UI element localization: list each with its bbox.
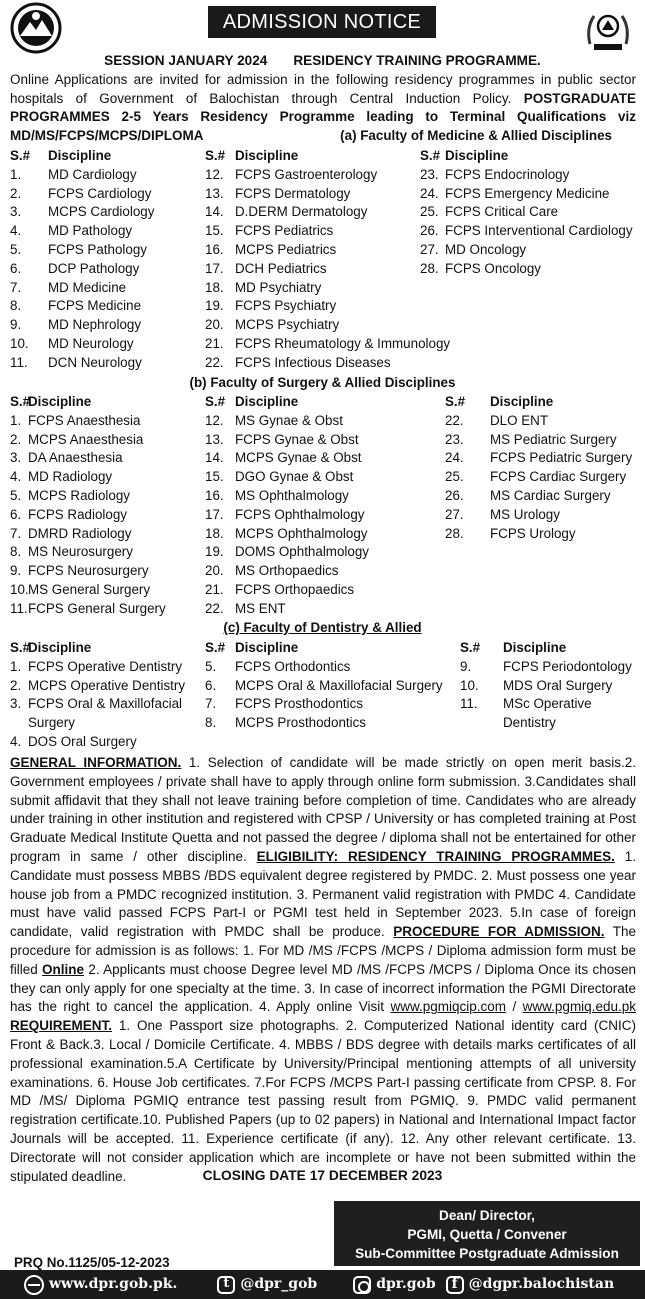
serial-number: 21. bbox=[205, 335, 224, 351]
column-header-row bbox=[460, 639, 632, 658]
intro-text: Online Applications are invited for admission in the following residency programmes in public sector hospitals of Government of Balochistan through Central Induction Policy. bbox=[10, 72, 636, 106]
serial-number: 1. bbox=[10, 658, 22, 674]
discipline-name: FCPS Psychiatry bbox=[235, 298, 337, 314]
discipline-row bbox=[460, 695, 632, 714]
closing-date: CLOSING DATE 17 DECEMBER 2023 bbox=[202, 1168, 443, 1183]
serial-number: 26. bbox=[445, 487, 464, 503]
discipline-name: FCPS Endocrinology bbox=[445, 166, 570, 182]
serial-number: 4. bbox=[10, 733, 22, 749]
discipline-row bbox=[420, 260, 633, 279]
discipline-header: Discipline bbox=[235, 640, 299, 655]
footer-instagram-text: dpr.gob bbox=[376, 1276, 436, 1293]
pgmiqcip-link[interactable]: www.pgmiqcip.com bbox=[390, 999, 507, 1015]
discipline-row bbox=[10, 279, 154, 298]
discipline-row bbox=[10, 260, 154, 279]
discipline-row bbox=[205, 449, 369, 468]
serial-number: 28. bbox=[420, 260, 439, 276]
discipline-row bbox=[10, 581, 166, 600]
discipline-name: MS Neurosurgery bbox=[28, 544, 133, 560]
column-header-row bbox=[10, 393, 166, 412]
column-header-row bbox=[205, 393, 369, 412]
session-line bbox=[0, 52, 645, 71]
discipline-row bbox=[205, 525, 369, 544]
discipline-header: Discipline bbox=[235, 394, 299, 409]
serial-number: 24. bbox=[445, 450, 464, 466]
general-text-4: 2. Applicants must choose Degree level MD /MS /FCPS /MCPS / Diploma Once its chosen they can only apply for one specialty at the time. 3. In case of incorrect information the PGMI Directorate has the right to cancel the application. 4. Apply online Visit bbox=[10, 961, 636, 1015]
discipline-header: Discipline bbox=[503, 640, 567, 655]
serial-number: 23. bbox=[445, 431, 464, 447]
discipline-row bbox=[420, 222, 633, 241]
serial-number: 12. bbox=[205, 412, 224, 428]
discipline-name: MD Psychiatry bbox=[235, 279, 322, 295]
serial-number: 20. bbox=[205, 563, 224, 579]
discipline-row bbox=[445, 412, 632, 431]
discipline-name: FCPS Interventional Cardiology bbox=[445, 223, 633, 239]
serial-number: 22. bbox=[205, 354, 224, 370]
discipline-name: MD Neurology bbox=[48, 335, 134, 351]
discipline-row bbox=[445, 449, 632, 468]
discipline-row bbox=[205, 279, 450, 298]
serial-number: 19. bbox=[205, 544, 224, 560]
column-header-row bbox=[10, 639, 185, 658]
column-header-row bbox=[445, 393, 632, 412]
discipline-row bbox=[10, 714, 185, 733]
prq-number: PRQ No.1125/05-12-2023 bbox=[14, 1255, 170, 1270]
discipline-row bbox=[205, 412, 369, 431]
discipline-row bbox=[10, 335, 154, 354]
serial-number: 10. bbox=[10, 335, 29, 351]
serial-number: 4. bbox=[10, 223, 22, 239]
serial-header: S.# bbox=[10, 394, 31, 409]
serial-number: 1. bbox=[10, 166, 22, 182]
discipline-name: FCPS Operative Dentistry bbox=[28, 658, 183, 674]
discipline-row bbox=[420, 166, 633, 185]
serial-number: 2. bbox=[10, 185, 22, 201]
column-header-row bbox=[205, 147, 450, 166]
discipline-row bbox=[205, 487, 369, 506]
serial-header: S.# bbox=[10, 640, 31, 655]
discipline-row bbox=[10, 412, 166, 431]
discipline-row bbox=[205, 241, 450, 260]
serial-header: S.# bbox=[445, 394, 466, 409]
discipline-row bbox=[205, 260, 450, 279]
intro-bold: POSTGRADUATE PROGRAMMES 2-5 Years Residency Programme leading to Terminal Qualifications viz MD/MS/FCPS/MCPS/DIPLOMA bbox=[10, 90, 636, 143]
signatory-line-3: Sub-Committee Postgraduate Admission bbox=[355, 1246, 619, 1261]
serial-number: 5. bbox=[10, 241, 22, 257]
serial-number: 11. bbox=[10, 600, 28, 616]
serial-number: 22. bbox=[445, 412, 464, 428]
discipline-row bbox=[10, 449, 166, 468]
discipline-name: Surgery bbox=[28, 715, 75, 731]
discipline-row bbox=[10, 600, 166, 619]
signatory-box bbox=[334, 1201, 640, 1266]
serial-number: 2. bbox=[10, 431, 22, 447]
discipline-name: FCPS Cardiac Surgery bbox=[490, 469, 627, 485]
discipline-name: MS Orthopaedics bbox=[235, 563, 339, 579]
footer-twitter[interactable] bbox=[217, 1275, 317, 1294]
discipline-row bbox=[10, 733, 185, 752]
discipline-name: MCPS Psychiatry bbox=[235, 317, 340, 333]
serial-number: 28. bbox=[445, 525, 464, 541]
discipline-row bbox=[420, 185, 633, 204]
serial-number: 17. bbox=[205, 260, 224, 276]
discipline-name: FCPS Critical Care bbox=[445, 204, 559, 220]
footer-web[interactable] bbox=[24, 1275, 177, 1295]
discipline-row bbox=[205, 354, 450, 373]
twitter-icon bbox=[217, 1276, 235, 1294]
serial-number: 4. bbox=[10, 469, 22, 485]
serial-number: 10. bbox=[10, 581, 29, 597]
facebook-icon bbox=[446, 1276, 464, 1294]
discipline-name: FCPS Urology bbox=[490, 525, 576, 541]
serial-number: 7. bbox=[205, 696, 217, 712]
general-text-3: The procedure for admission is as follows: 1. For MD /MS /FCPS /MCPS / Diploma admission form must be filled bbox=[10, 924, 636, 977]
discipline-name: MD Pathology bbox=[48, 223, 133, 239]
discipline-name: MCPS Gynae & Obst bbox=[235, 450, 362, 466]
footer-facebook[interactable] bbox=[446, 1275, 614, 1294]
discipline-row bbox=[10, 431, 166, 450]
serial-number: 27. bbox=[420, 241, 439, 257]
serial-number: 1. bbox=[10, 412, 22, 428]
medicine-col-3 bbox=[420, 147, 633, 279]
discipline-row bbox=[445, 487, 632, 506]
discipline-header: Discipline bbox=[28, 394, 92, 409]
serial-number: 20. bbox=[205, 317, 224, 333]
faculty-dentistry-label: (c) Faculty of Dentistry & Allied bbox=[223, 620, 422, 635]
dentistry-col-1 bbox=[10, 639, 185, 752]
discipline-name: MS Gynae & Obst bbox=[235, 412, 343, 428]
instagram-icon bbox=[353, 1276, 371, 1294]
faculty-surgery-title: (b) Faculty of Surgery & Allied Disciplines bbox=[189, 375, 456, 390]
serial-number: 3. bbox=[10, 450, 22, 466]
discipline-name: MCPS Ophthalmology bbox=[235, 525, 368, 541]
discipline-row bbox=[10, 487, 166, 506]
general-text-1: 1. Selection of candidate will be made strictly on open merit basis.2. Government employees / private shall have to apply through online form submission. 3.Candidates shall submit affidavit that they shall not leave training before completion of time. Candidates who are already under training in other institution and registered with CPSP / University or has completed training at Post Graduate Medical Institute Quetta and not passed the degree / diploma shall not be entertained for other program in same / other discipline. bbox=[10, 755, 636, 864]
general-information-heading: GENERAL INFORMATION. bbox=[10, 755, 182, 770]
discipline-name: FCPS Radiology bbox=[28, 506, 127, 522]
discipline-header: Discipline bbox=[48, 148, 112, 163]
notice-title: ADMISSION NOTICE bbox=[208, 6, 436, 38]
discipline-name: FCPS Neurosurgery bbox=[28, 563, 149, 579]
discipline-name: FCPS General Surgery bbox=[28, 600, 166, 616]
serial-number: 27. bbox=[445, 506, 464, 522]
footer-instagram[interactable] bbox=[353, 1275, 435, 1294]
faculty-medicine-title: (a) Faculty of Medicine & Allied Disciplines bbox=[340, 128, 612, 143]
discipline-name: MD Oncology bbox=[445, 241, 527, 257]
discipline-name: FCPS Ophthalmology bbox=[235, 506, 365, 522]
discipline-name: DMRD Radiology bbox=[28, 525, 132, 541]
discipline-row bbox=[205, 506, 369, 525]
discipline-name: FCPS Pediatrics bbox=[235, 223, 334, 239]
serial-number: 9. bbox=[10, 317, 22, 333]
discipline-name: MCPS Cardiology bbox=[48, 204, 155, 220]
discipline-row bbox=[205, 166, 450, 185]
procedure-heading: PROCEDURE FOR ADMISSION. bbox=[393, 924, 605, 940]
discipline-header: Discipline bbox=[28, 640, 92, 655]
discipline-row bbox=[10, 222, 154, 241]
discipline-row bbox=[205, 695, 443, 714]
requirement-heading: REQUIREMENT. bbox=[10, 1018, 113, 1034]
discipline-name: FCPS Cardiology bbox=[48, 185, 152, 201]
discipline-name: FCPS Orthopaedics bbox=[235, 581, 355, 597]
discipline-row bbox=[420, 203, 633, 222]
serial-number: 22. bbox=[205, 600, 224, 616]
online-label: Online bbox=[42, 961, 85, 977]
footer-bar bbox=[0, 1270, 645, 1299]
serial-number: 18. bbox=[205, 525, 224, 541]
discipline-row bbox=[420, 241, 633, 260]
discipline-name: MSc Operative bbox=[503, 696, 592, 712]
serial-header: S.# bbox=[460, 640, 481, 655]
discipline-row bbox=[460, 677, 632, 696]
serial-number: 3. bbox=[10, 204, 22, 220]
discipline-row bbox=[10, 354, 154, 373]
discipline-row bbox=[10, 543, 166, 562]
serial-number: 9. bbox=[460, 658, 472, 674]
discipline-name: FCPS Oncology bbox=[445, 260, 542, 276]
column-header-row bbox=[420, 147, 633, 166]
footer-web-text: www.dpr.gob.pk. bbox=[49, 1276, 178, 1293]
discipline-row bbox=[10, 468, 166, 487]
medicine-col-1 bbox=[10, 147, 154, 373]
discipline-name: MS Ophthalmology bbox=[235, 487, 349, 503]
pgmi-logo-icon bbox=[10, 2, 62, 54]
discipline-name: FCPS Emergency Medicine bbox=[445, 185, 610, 201]
general-information-paragraph bbox=[10, 754, 636, 1186]
serial-number: 17. bbox=[205, 506, 224, 522]
discipline-row bbox=[460, 714, 632, 733]
dentistry-col-2 bbox=[205, 639, 443, 733]
discipline-row bbox=[10, 695, 185, 714]
discipline-name: DOMS Ophthalmology bbox=[235, 544, 369, 560]
discipline-row bbox=[10, 562, 166, 581]
discipline-name: FCPS Gynae & Obst bbox=[235, 431, 359, 447]
serial-number: 12. bbox=[205, 166, 224, 182]
discipline-name: Dentistry bbox=[503, 715, 556, 731]
discipline-name: FCPS Pathology bbox=[48, 241, 147, 257]
discipline-name: DGO Gynae & Obst bbox=[235, 469, 354, 485]
serial-number: 13. bbox=[205, 431, 224, 447]
general-text-2: 1. Candidate must possess MBBS /BDS equivalent degree registered by PMDC. 2. Must possess one year house job from a PMDC recognized institution. 3. Permanent valid registration with PMDC 4. Candidate must have valid passed FCPS Part-I or PGMI test held in September 2023. 5.In case of foreign candidate, valid registration with PMDC shall be produce. bbox=[10, 848, 636, 940]
link-separator: / bbox=[506, 999, 523, 1015]
serial-number: 8. bbox=[205, 715, 217, 731]
government-emblem-icon bbox=[582, 4, 634, 56]
discipline-name: MD Nephrology bbox=[48, 317, 142, 333]
medicine-col-2 bbox=[205, 147, 450, 373]
discipline-row bbox=[205, 581, 369, 600]
discipline-name: MCPS Radiology bbox=[28, 487, 130, 503]
surgery-col-1 bbox=[10, 393, 166, 619]
discipline-row bbox=[205, 203, 450, 222]
discipline-name: DOS Oral Surgery bbox=[28, 733, 137, 749]
serial-number: 7. bbox=[10, 525, 22, 541]
discipline-name: FCPS Gastroenterology bbox=[235, 166, 378, 182]
discipline-row bbox=[205, 600, 369, 619]
footer-facebook-text: @dgpr.balochistan bbox=[468, 1276, 615, 1293]
discipline-name: MD Medicine bbox=[48, 279, 127, 295]
discipline-name: MD Cardiology bbox=[48, 166, 137, 182]
discipline-row bbox=[205, 562, 369, 581]
discipline-name: FCPS Prosthodontics bbox=[235, 696, 364, 712]
discipline-header: Discipline bbox=[235, 148, 299, 163]
discipline-name: DCH Pediatrics bbox=[235, 260, 327, 276]
serial-number: 9. bbox=[10, 563, 22, 579]
serial-number: 23. bbox=[420, 166, 439, 182]
serial-number: 2. bbox=[10, 677, 22, 693]
serial-number: 25. bbox=[445, 469, 464, 485]
serial-number: 13. bbox=[205, 185, 224, 201]
serial-number: 8. bbox=[10, 298, 22, 314]
discipline-name: FCPS Oral & Maxillofacial bbox=[28, 696, 183, 712]
serial-number: 7. bbox=[10, 279, 22, 295]
discipline-name: FCPS Infectious Diseases bbox=[235, 354, 391, 370]
surgery-col-2 bbox=[205, 393, 369, 619]
general-text-5: 1. One Passport size photographs. 2. Computerized National identity card (CNIC) Front & Back.3. Local / Domicile Certificate. 4. MBBS / BDS degree with details marks certificates of all professional examination.5.A Certificate by University/Principal mentioning attempts of all university examinations. 6. House Job certificates. 7.For FCPS /MCPS Part-I passing certificate from CPSP. 8. For MD /MS/ Diploma PGMIQ entrance test passing result from PGMIQ. 9. PMDC valid permanent registration certificate.10. Published Papers (up to 02 papers) in National and International Impact factor Journals will be accepted. 11. Experience certificate (if any). 12. Any other relevant certificate. 13. Directorate will not consider application which are incomplete or have not been submitted within the stipulated deadline. bbox=[10, 1018, 636, 1184]
discipline-name: D.DERM Dermatology bbox=[235, 204, 368, 220]
serial-number bbox=[460, 714, 503, 733]
discipline-row bbox=[10, 297, 154, 316]
signatory-line-1: Dean/ Director, bbox=[439, 1208, 535, 1223]
serial-header: S.# bbox=[10, 148, 31, 163]
discipline-row bbox=[10, 241, 154, 260]
discipline-name: FCPS Medicine bbox=[48, 298, 142, 314]
serial-header: S.# bbox=[205, 148, 226, 163]
discipline-name: DA Anaesthesia bbox=[28, 450, 123, 466]
discipline-row bbox=[10, 316, 154, 335]
discipline-row bbox=[205, 658, 443, 677]
discipline-name: MS Pediatric Surgery bbox=[490, 431, 617, 447]
discipline-name: FCPS Anaesthesia bbox=[28, 412, 141, 428]
programme-label: RESIDENCY TRAINING PROGRAMME. bbox=[293, 53, 541, 68]
serial-number: 5. bbox=[10, 487, 22, 503]
discipline-name: FCPS Dermatology bbox=[235, 185, 351, 201]
discipline-row bbox=[10, 506, 166, 525]
eligibility-heading: ELIGIBILITY: RESIDENCY TRAINING PROGRAMMES. bbox=[256, 848, 615, 864]
discipline-row bbox=[205, 468, 369, 487]
serial-number: 11. bbox=[460, 696, 478, 712]
serial-number: 8. bbox=[10, 544, 22, 560]
serial-number: 15. bbox=[205, 469, 224, 485]
discipline-row bbox=[445, 506, 632, 525]
serial-number: 21. bbox=[205, 581, 224, 597]
discipline-row bbox=[445, 525, 632, 544]
discipline-row bbox=[205, 297, 450, 316]
serial-number: 24. bbox=[420, 185, 439, 201]
serial-number: 16. bbox=[205, 241, 224, 257]
discipline-row bbox=[10, 525, 166, 544]
discipline-name: MS Urology bbox=[490, 506, 560, 522]
globe-icon bbox=[24, 1275, 44, 1295]
discipline-name: MCPS Operative Dentistry bbox=[28, 677, 186, 693]
discipline-name: MCPS Oral & Maxillofacial Surgery bbox=[235, 677, 443, 693]
discipline-row bbox=[460, 658, 632, 677]
discipline-name: MCPS Pediatrics bbox=[235, 241, 337, 257]
signatory-line-2: PGMI, Quetta / Convener bbox=[407, 1227, 567, 1242]
discipline-row bbox=[10, 677, 185, 696]
discipline-row bbox=[10, 203, 154, 222]
discipline-header: Discipline bbox=[445, 148, 509, 163]
serial-number: 16. bbox=[205, 487, 224, 503]
discipline-row bbox=[205, 543, 369, 562]
dentistry-col-3 bbox=[460, 639, 632, 733]
serial-number: 6. bbox=[10, 506, 22, 522]
serial-number: 11. bbox=[10, 354, 28, 370]
discipline-row bbox=[205, 335, 450, 354]
serial-number: 14. bbox=[205, 450, 224, 466]
discipline-name: FCPS Pediatric Surgery bbox=[490, 450, 633, 466]
faculty-dentistry-title bbox=[0, 619, 645, 638]
discipline-row bbox=[10, 166, 154, 185]
discipline-row bbox=[205, 431, 369, 450]
discipline-name: FCPS Rheumatology & Immunology bbox=[235, 335, 451, 351]
discipline-name: MCPS Anaesthesia bbox=[28, 431, 144, 447]
serial-number: 10. bbox=[460, 677, 479, 693]
discipline-name: MS Cardiac Surgery bbox=[490, 487, 611, 503]
serial-number: 18. bbox=[205, 279, 224, 295]
discipline-name: DCN Neurology bbox=[48, 354, 142, 370]
serial-number: 6. bbox=[10, 260, 22, 276]
discipline-header: Discipline bbox=[490, 394, 554, 409]
serial-number: 25. bbox=[420, 204, 439, 220]
discipline-row bbox=[205, 714, 443, 733]
discipline-name: MS General Surgery bbox=[28, 581, 151, 597]
serial-number: 5. bbox=[205, 658, 217, 674]
discipline-row bbox=[10, 185, 154, 204]
serial-header: S.# bbox=[420, 148, 441, 163]
discipline-name: MCPS Prosthodontics bbox=[235, 715, 366, 731]
discipline-name: DLO ENT bbox=[490, 412, 549, 428]
discipline-row bbox=[445, 431, 632, 450]
discipline-row bbox=[205, 222, 450, 241]
serial-number: 26. bbox=[420, 223, 439, 239]
discipline-name: FCPS Periodontology bbox=[503, 658, 632, 674]
serial-header: S.# bbox=[205, 640, 226, 655]
column-header-row bbox=[205, 639, 443, 658]
serial-number: 19. bbox=[205, 298, 224, 314]
discipline-row bbox=[445, 468, 632, 487]
discipline-row bbox=[10, 658, 185, 677]
serial-header: S.# bbox=[205, 394, 226, 409]
discipline-name: FCPS Orthodontics bbox=[235, 658, 351, 674]
serial-number: 15. bbox=[205, 223, 224, 239]
discipline-name: MS ENT bbox=[235, 600, 286, 616]
serial-number: 14. bbox=[205, 204, 224, 220]
discipline-row bbox=[205, 316, 450, 335]
column-header-row bbox=[10, 147, 154, 166]
discipline-name: DCP Pathology bbox=[48, 260, 140, 276]
serial-number bbox=[10, 714, 28, 733]
session-label: SESSION JANUARY 2024 bbox=[104, 53, 268, 68]
pgmiq-link[interactable]: www.pgmiq.edu.pk bbox=[522, 999, 636, 1015]
serial-number: 3. bbox=[10, 696, 22, 712]
discipline-row bbox=[205, 677, 443, 696]
footer-twitter-text: @dpr_gob bbox=[240, 1276, 318, 1293]
discipline-name: MDS Oral Surgery bbox=[503, 677, 613, 693]
surgery-col-3 bbox=[445, 393, 632, 543]
discipline-name: MD Radiology bbox=[28, 469, 113, 485]
discipline-row bbox=[205, 185, 450, 204]
serial-number: 6. bbox=[205, 677, 217, 693]
